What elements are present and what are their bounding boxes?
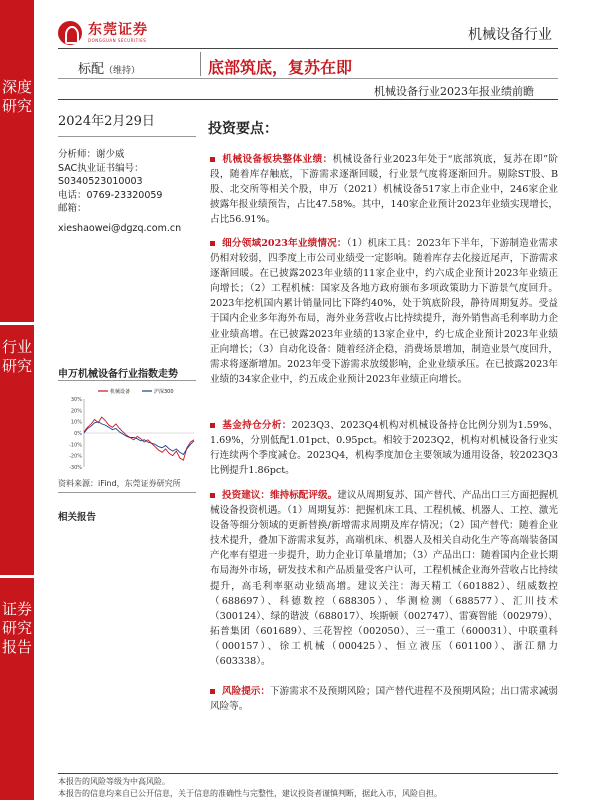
rating	[78, 58, 140, 77]
bullet-icon	[210, 423, 215, 428]
bullet-icon	[210, 157, 215, 162]
sidebar-section-deep-research: 深度研究	[1, 78, 32, 115]
chart-y-tick-label: 10%	[70, 419, 82, 426]
chart-series-line	[84, 422, 194, 455]
chart-y-tick-label: 20%	[70, 408, 82, 415]
related-reports-title: 相关报告	[58, 512, 97, 523]
bullet-icon	[210, 689, 215, 694]
key-point-lead: 投资建议：维持标配评级。	[222, 490, 338, 501]
footer-risk-level: 本报告的风险等级为中高风险。	[58, 777, 170, 786]
footer-rule	[58, 773, 558, 774]
analyst-phone: 电话：0769-23320059	[58, 189, 163, 201]
company-logo	[58, 18, 148, 48]
key-point-paragraph	[210, 684, 558, 714]
chart-source: 资料来源：iFind，东莞证券研究所	[58, 479, 181, 488]
subtitle-rule	[58, 99, 558, 100]
key-point-body: 机械设备行业2023年处于“底部筑底，复苏在即”阶段，随着库存触底，下游需求逐渐回暖，行业景气度将逐渐回升。剔除ST股、B股、北交所等相关个股，申万（2021）机械设备517家上市企业中，246家企业披露年报业绩预告，占比47.58%。其中，140家企业预计2023年业绩实现增长，占比56.91%。	[210, 154, 558, 226]
key-point-paragraph	[210, 236, 558, 387]
key-point-body: 下游需求不及预期风险；国产替代进程不及预期风险；出口需求减弱风险等。	[210, 686, 559, 713]
chart-legend-label: 沪深300	[154, 389, 174, 395]
source-rule	[58, 492, 196, 493]
header-rule	[58, 48, 558, 49]
chart-y-tick-label: 30%	[70, 397, 82, 403]
logo-name-cn: 东莞证券	[88, 22, 148, 38]
logo-name-en: DONGGUAN SECURITIES	[88, 38, 147, 43]
bullet-icon	[210, 493, 215, 498]
key-point-lead: 风险提示：	[222, 686, 271, 697]
analyst-email-label: 邮箱：	[58, 203, 87, 214]
key-point-body: （1）机床工具：2023年下半年，下游制造业需求仍相对较弱，四季度上市公司业绩受一定影响。随着库存去化接近尾声，下游需求逐渐回暖。在已披露2023年业绩的11家企业中，约六成企业预计2023年业绩正向增长；（2）工程机械：国家及各地方政府颁布多项政策助力下游景气度回升。2023年挖机国内累计销量同比下降约40%，处于筑底阶段，静待周期复苏。受益于国内企业多年海外布局，海外业务营收占比持续提升，海外销售高毛利率助力企业业绩高增。在已披露2023年业绩的13家企业中，约七成企业预计2023年业绩正向增长；（3）自动化设备：随着经济企稳，消费场景增加，制造业景气度回升，需求将逐渐增加。2023年受下游需求放缓影响，企业业绩承压。在已披露2023年业绩的34家企业中，约五成企业预计2023年业绩正向增长。	[210, 238, 559, 385]
report-headline: 底部筑底，复苏在即	[208, 58, 353, 77]
chart-y-tick-label: 0%	[74, 431, 82, 437]
chart-y-tick-label: -30%	[69, 465, 82, 471]
chart-y-tick-label: -20%	[69, 453, 82, 460]
key-point-paragraph	[210, 152, 558, 227]
industry-title: 机械设备行业	[468, 27, 552, 43]
analyst-name: 分析师：谢少威	[58, 149, 125, 160]
analyst-info	[58, 148, 181, 235]
rating-sub: （维持）	[104, 66, 141, 76]
sidebar-divider	[0, 575, 34, 578]
sidebar-section-industry-research: 行业研究	[1, 338, 32, 375]
analyst-cert-number: S0340523010003	[58, 176, 143, 187]
chart-title: 申万机械设备行业指数走势	[58, 369, 178, 380]
key-point-lead: 基金持仓分析：	[222, 420, 292, 431]
title-rule	[58, 78, 558, 79]
key-point-paragraph	[210, 488, 558, 669]
key-point-body: 建议从周期复苏、国产替代、产品出口三方面把握机械设备投资机遇。（1）周期复苏：把握机床工具、工程机械、机器人、工控、激光设备等细分领域的更新替换/新增需求周期及库存情况；（2）国产替代：随着企业技术提升，叠加下游需求复苏，高端机床、机器人及相关自动化生产等高端装备国产化率有望进一步提升，助力企业订单量增加；（3）产品出口：随着国内企业长期布局海外市场，研发技术和产品质量受客户认可，工程机械企业海外营收占比持续提升，高毛利率驱动业绩高增。建议关注：海天精工（601882）、纽威数控（688697）、科德数控（688305）、华测检测（688577）、汇川技术（300124）、绿的谐波（688017）、埃斯顿（002747）、雷赛智能（002979）、拓普集团（601689）、三花智控（002050）、三一重工（600031）、中联重科（000157）、徐工机械（000425）、恒立液压（601100）、浙江鼎力（603338）。	[210, 490, 559, 668]
chart-rule	[58, 380, 196, 381]
index-chart	[58, 385, 198, 475]
analyst-email[interactable]: xieshaowei@dgzq.com.cn	[58, 222, 182, 234]
footer-disclaimer-text: 本报告的信息均来自已公开信息，关于信息的准确性与完整性，建议投资者谨慎判断，据此入市，风险自担。	[58, 789, 442, 798]
date-rule	[58, 136, 196, 137]
section-sidebar	[0, 0, 34, 800]
key-points-title: 投资要点：	[208, 121, 278, 137]
sidebar-divider	[0, 322, 34, 325]
analyst-cert-label: SAC执业证书编号：	[58, 162, 144, 174]
footer-disclaimer	[58, 776, 442, 800]
header-divider	[200, 52, 201, 76]
report-subheadline: 机械设备行业2023年报业绩前瞻	[374, 85, 534, 98]
sidebar-section-securities-report: 证券研究报告	[1, 600, 32, 656]
key-point-lead: 机械设备板块整体业绩：	[222, 154, 333, 165]
logo-mark-icon	[58, 21, 82, 45]
key-point-body: 2023Q3、2023Q4机构对机械设备持仓比例分别为1.59%、1.69%，分别低配1.01pct、0.95pct。相较于2023Q2，机构对机械设备行业实行连续两个季度减仓。2023Q4，机构季度加仓主要领域为通用设备，较2023Q3比例提升1.86pct。	[210, 420, 559, 477]
chart-legend-label: 机械设备	[110, 389, 131, 395]
key-point-paragraph	[210, 418, 558, 478]
index-chart-svg	[58, 385, 198, 475]
report-date: 2024年2月29日	[58, 114, 155, 129]
rating-label: 标配	[78, 62, 105, 77]
chart-y-tick-label: -10%	[69, 442, 82, 449]
key-point-lead: 细分领域2023年业绩情况：	[222, 238, 347, 249]
bullet-icon	[210, 241, 215, 246]
